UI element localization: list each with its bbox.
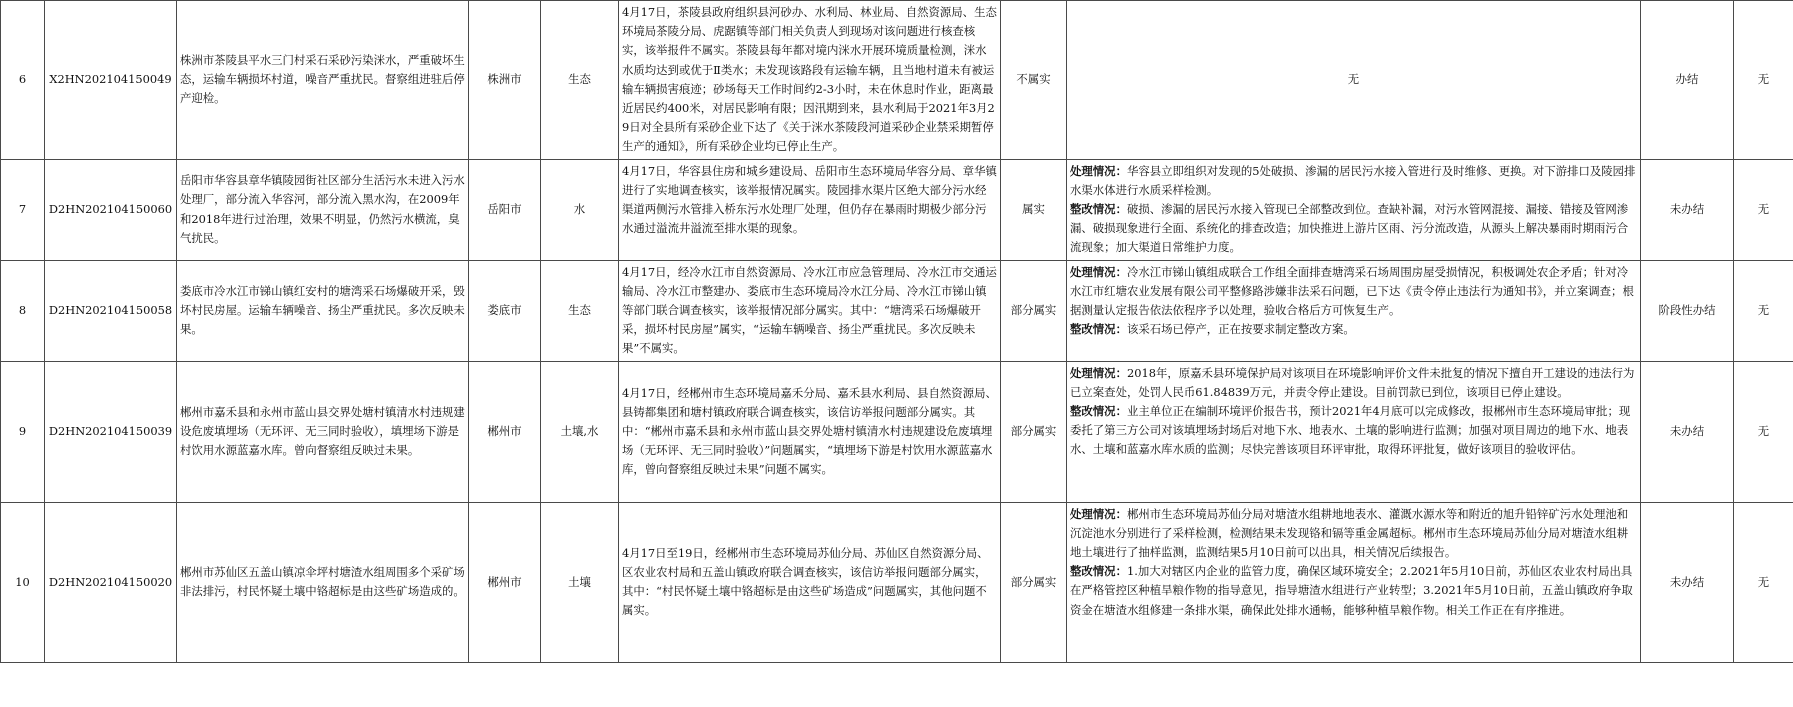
pollution-category: 生态: [541, 1, 619, 160]
row-number: 8: [1, 260, 45, 361]
investigation-result: 4月17日，经郴州市生态环境局嘉禾分局、嘉禾县水利局、县自然资源局、县铸都集团和塘村镇政府联合调查核实，该信访举报问题部分属实。其中：“郴州市嘉禾县和永州市蓝山县交界处塘村镇清水村违规建设危废填埋场（无环评、无三同时验收）”问题属实，“填埋场下游是村饮用水源蓝嘉水库，曾向督察组反映过未果”问题不属实。: [619, 361, 1001, 502]
rectify-label: 整改情况：: [1070, 404, 1127, 419]
complaint-description: 郴州市苏仙区五盖山镇凉伞坪村塘渣水组周围多个采矿场非法排污，村民怀疑土壤中铬超标是由这些矿场造成的。: [177, 502, 469, 662]
accountability: 无: [1734, 159, 1793, 260]
completion-status: 未办结: [1641, 159, 1734, 260]
accountability: 无: [1734, 361, 1793, 502]
complaint-description: 娄底市冷水江市锑山镇红安村的塘湾采石场爆破开采，毁坏村民房屋。运输车辆噪音、扬尘严重扰民。多次反映未果。: [177, 260, 469, 361]
handling-rectification: [1067, 361, 1641, 502]
investigation-result: 4月17日，华容县住房和城乡建设局、岳阳市生态环境局华容分局、章华镇进行了实地调查核实，该举报情况属实。陵园排水渠片区绝大部分污水经渠道两侧污水管排入桥东污水处理厂处理，但仍存在暴雨时期极少部分污水通过溢流井溢流至排水渠的现象。: [619, 159, 1001, 260]
handling-label: 处理情况：: [1070, 365, 1127, 380]
row-number: 10: [1, 502, 45, 662]
completion-status: 办结: [1641, 1, 1734, 160]
table-row: [1, 361, 1793, 502]
table-row: [1, 502, 1793, 662]
investigation-result: 4月17日至19日，经郴州市生态环境局苏仙分局、苏仙区自然资源分局、区农业农村局和五盖山镇政府联合调查核实，该信访举报问题部分属实，其中：“村民怀疑土壤中铬超标是由这些矿场造成”问题属实，其他问题不属实。: [619, 502, 1001, 662]
rectify-text: 该采石场已停产，正在按要求制定整改方案。: [1126, 322, 1355, 337]
rectify-label: 整改情况：: [1070, 322, 1127, 337]
table-row: [1, 1, 1793, 160]
handling-label: 处理情况：: [1070, 506, 1127, 521]
verification-verdict: 属实: [1001, 159, 1067, 260]
pollution-category: 生态: [541, 260, 619, 361]
rectify-label: 整改情况：: [1070, 564, 1127, 579]
table-row: [1, 260, 1793, 361]
complaint-code: X2HN202104150049: [45, 1, 177, 160]
verification-verdict: 部分属实: [1001, 361, 1067, 502]
complaint-code: D2HN202104150020: [45, 502, 177, 662]
city: 郴州市: [469, 502, 541, 662]
complaint-description: 岳阳市华容县章华镇陵园街社区部分生活污水未进入污水处理厂，部分流入华容河，部分流入黑水沟，在2009年和2018年进行过治理，效果不明显，仍然污水横流，臭气扰民。: [177, 159, 469, 260]
handling-text: 华容县立即组织对发现的5处破损、渗漏的居民污水接入管进行及时维修、更换。对下游排口及陵园排水渠水体进行水质采样检测。: [1070, 163, 1636, 197]
investigation-result: 4月17日，茶陵县政府组织县河砂办、水利局、林业局、自然资源局、生态环境局茶陵分局、虎踞镇等部门相关负责人到现场对该问题进行核查核实，该举报件不属实。茶陵县每年都对境内洣水开展环境质量检测，洣水水质均达到或优于Ⅱ类水；未发现该路段有运输车辆，且当地村道未有被运输车辆损害痕迹；砂场每天工作时间约2-3小时，未在休息时作业，距离最近居民约400米，对居民影响有限；因汛期到来，县水利局于2021年3月29日对全县所有采砂企业下达了《关于洣水茶陵段河道采砂企业禁采期暂停生产的通知》，所有采砂企业均已停止生产。: [619, 1, 1001, 160]
completion-status: 未办结: [1641, 361, 1734, 502]
handling-text: 冷水江市锑山镇组成联合工作组全面排查塘湾采石场周围房屋受损情况，积极调处农企矛盾；针对冷水江市红塘农业发展有限公司平整修路涉嫌非法采石问题，已下达《责令停止违法行为通知书》，并立案调查；根据测量认定报告依法依程序予以处理，验收合格后方可恢复生产。: [1070, 264, 1634, 318]
city: 株洲市: [469, 1, 541, 160]
complaint-code: D2HN202104150058: [45, 260, 177, 361]
handling-rectification: [1067, 502, 1641, 662]
complaint-description: 郴州市嘉禾县和永州市蓝山县交界处塘村镇清水村违规建设危废填埋场（无环评、无三同时验收），填埋场下游是村饮用水源蓝嘉水库。曾向督察组反映过未果。: [177, 361, 469, 502]
verification-verdict: 部分属实: [1001, 502, 1067, 662]
handling-rectification: [1067, 260, 1641, 361]
verification-verdict: 不属实: [1001, 1, 1067, 160]
accountability: 无: [1734, 260, 1793, 361]
completion-status: 阶段性办结: [1641, 260, 1734, 361]
completion-status: 未办结: [1641, 502, 1734, 662]
complaint-code: D2HN202104150039: [45, 361, 177, 502]
handling-rectification: [1067, 159, 1641, 260]
accountability: 无: [1734, 1, 1793, 160]
table-row: [1, 159, 1793, 260]
complaint-code: D2HN202104150060: [45, 159, 177, 260]
rectify-text: 破损、渗漏的居民污水接入管现已全部整改到位。查缺补漏，对污水管网混接、漏接、错接及管网渗漏、破损现象进行全面、系统化的排查改造；加快推进上游片区雨、污分流改造，从源头上解决暴雨时期雨污合流现象；加大渠道日常维护力度。: [1070, 202, 1629, 255]
handling-label: 处理情况：: [1070, 163, 1127, 178]
row-number: 9: [1, 361, 45, 502]
city: 郴州市: [469, 361, 541, 502]
city: 娄底市: [469, 260, 541, 361]
complaint-description: 株洲市茶陵县平水三门村采石采砂污染洣水，严重破坏生态，运输车辆损坏村道，噪音严重扰民。督察组进驻后停产迎检。: [177, 1, 469, 160]
verification-verdict: 部分属实: [1001, 260, 1067, 361]
handling-text: 郴州市生态环境局苏仙分局对塘渣水组耕地地表水、灌溉水源水等和附近的旭升铅锌矿污水处理池和沉淀池水分别进行了采样检测，检测结果未发现铬和镉等重金属超标。郴州市生态环境局苏仙分局对塘渣水组耕地土壤进行了抽样监测，监测结果5月10日前可以出具，相关情况后续报告。: [1070, 506, 1629, 560]
accountability: 无: [1734, 502, 1793, 662]
row-number: 6: [1, 1, 45, 160]
rectify-label: 整改情况：: [1070, 202, 1127, 217]
handling-label: 处理情况：: [1070, 264, 1127, 279]
row-number: 7: [1, 159, 45, 260]
pollution-category: 水: [541, 159, 619, 260]
investigation-result: 4月17日，经冷水江市自然资源局、冷水江市应急管理局、冷水江市交通运输局、冷水江市整建办、娄底市生态环境局冷水江分局、冷水江市锑山镇等部门联合调查核实，该举报情况部分属实。其中：“塘湾采石场爆破开采，损坏村民房屋”属实，“运输车辆噪音、扬尘严重扰民。多次反映未果”不属实。: [619, 260, 1001, 361]
handling-text: 2018年，原嘉禾县环境保护局对该项目在环境影响评价文件未批复的情况下擅自开工建设的违法行为已立案查处，处罚人民币61.84839万元，并责令停止建设。目前罚款已到位，该项目已停止建设。: [1070, 365, 1635, 399]
city: 岳阳市: [469, 159, 541, 260]
pollution-category: 土壤,水: [541, 361, 619, 502]
rectify-text: 业主单位正在编制环境评价报告书，预计2021年4月底可以完成修改，报郴州市生态环境局审批；现委托了第三方公司对该填埋场封场后对地下水、地表水、土壤的影响进行监测；加强对项目周边的地下水、地表水、土壤和蓝嘉水库水质的监测；尽快完善该项目环评审批，取得环评批复，做好该项目的验收评估。: [1070, 404, 1631, 457]
handling-rectification: 无: [1067, 1, 1641, 160]
pollution-category: 土壤: [541, 502, 619, 662]
rectify-text: 1.加大对辖区内企业的监管力度，确保区域环境安全；2.2021年5月10日前，苏仙区农业农村局出具在严格管控区种植旱粮作物的指导意见，指导塘渣水组进行产业转型；3.2021年5月10日前，五盖山镇政府争取资金在塘渣水组修建一条排水渠，确保此处排水通畅，能够种植旱粮作物。相关工作正在有序推进。: [1070, 564, 1633, 617]
